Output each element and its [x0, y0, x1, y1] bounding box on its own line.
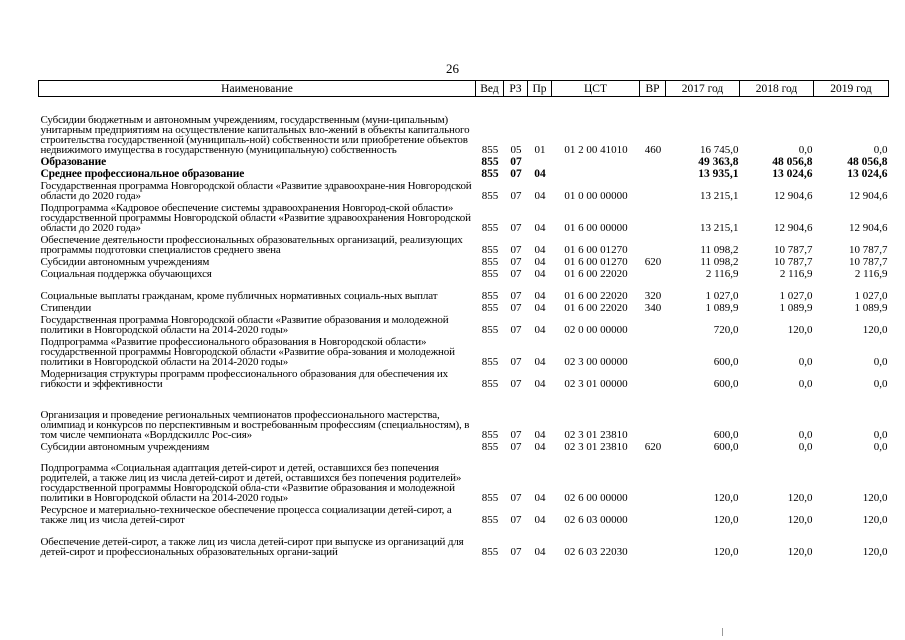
cell-2019: 48 056,8 [847, 156, 888, 168]
cell-2019: 2 116,9 [854, 268, 888, 280]
cell-2019: 0,0 [873, 429, 888, 441]
cell-2017: 13 215,1 [700, 222, 739, 234]
cell-ved: 855 [481, 378, 499, 390]
cell-cst: 02 3 00 00000 [564, 356, 628, 368]
table-row [39, 389, 889, 440]
cell-pr: 04 [534, 290, 546, 302]
cell-pr: 04 [534, 514, 546, 526]
cell-2019: 1 027,0 [854, 290, 888, 302]
cell-2017: 1 089,9 [705, 302, 739, 314]
cell-vr [640, 503, 666, 525]
cell-ved: 855 [481, 156, 499, 168]
cell-cst: 02 3 01 23810 [564, 441, 628, 453]
cell-2017: 2 116,9 [705, 268, 739, 280]
cell-2017: 49 363,8 [698, 156, 739, 168]
cell-ved: 855 [481, 302, 499, 314]
cell-rz: 07 [510, 441, 522, 453]
cell-2019: 0,0 [873, 378, 888, 390]
cell-2018: 1 027,0 [779, 290, 813, 302]
cell-2017: 13 935,1 [698, 168, 739, 180]
header-name: Наименование [39, 81, 476, 97]
cell-2019: 120,0 [862, 514, 888, 526]
cell-name: Государственная программа Новгородской области «Развитие образования и молодежной политики в Новгородской области на 2014-2020 годы» [40, 314, 449, 336]
cell-name: Стипендии [40, 302, 92, 314]
cell-2017: 120,0 [713, 546, 739, 558]
cell-pr: 04 [534, 441, 546, 453]
cell-cst [552, 155, 640, 167]
cell-2018: 0,0 [798, 441, 813, 453]
cell-pr [528, 155, 552, 167]
cell-name: Обеспечение детей-сирот, а также лиц из числа детей-сирот при выпуске из организаций для детей-сирот и профессиональных образовательных органи-заций [40, 536, 464, 558]
cell-ved: 855 [481, 429, 499, 441]
cell-rz: 07 [510, 256, 522, 268]
cell-2018: 13 024,6 [772, 168, 813, 180]
cell-2018: 0,0 [798, 144, 813, 156]
table-row [39, 201, 889, 233]
cell-vr [640, 155, 666, 167]
table-row [39, 167, 889, 179]
cell-ved: 855 [481, 324, 499, 336]
cell-2017: 600,0 [713, 429, 739, 441]
cell-name: Образование [40, 156, 107, 168]
table-row [39, 452, 889, 503]
cell-2017: 720,0 [713, 324, 739, 336]
cell-vr: 620 [644, 256, 662, 268]
header-2019: 2019 год [814, 81, 889, 97]
cell-vr [640, 389, 666, 440]
cell-2017: 600,0 [713, 378, 739, 390]
cell-2019: 0,0 [873, 441, 888, 453]
cell-pr: 04 [534, 168, 546, 180]
cell-name: Подпрограмма «Кадровое обеспечение системы здравоохранения Новгород-ской области» государственной программы Новгородской области «Развитие здравоохранения Новгородской области до 2020 года» [40, 202, 471, 234]
cell-2018: 120,0 [787, 324, 813, 336]
cell-ved: 855 [481, 546, 499, 558]
cell-rz: 07 [510, 190, 522, 202]
cell-2018: 12 904,6 [774, 222, 813, 234]
margin-mark [722, 628, 723, 636]
cell-pr: 04 [534, 492, 546, 504]
table-row [39, 279, 889, 301]
cell-cst: 02 3 01 23810 [564, 429, 628, 441]
table-row [39, 255, 889, 267]
cell-pr: 04 [534, 546, 546, 558]
table-row [39, 335, 889, 367]
cell-rz: 07 [510, 514, 522, 526]
cell-cst: 02 6 03 00000 [564, 514, 628, 526]
cell-vr [640, 452, 666, 503]
cell-rz: 07 [510, 356, 522, 368]
cell-vr [640, 367, 666, 389]
cell-cst: 01 6 00 22020 [564, 268, 628, 280]
cell-ved: 855 [481, 441, 499, 453]
cell-name: Социальные выплаты гражданам, кроме публичных нормативных социаль-ных выплат [40, 290, 438, 302]
cell-cst: 02 0 00 00000 [564, 324, 628, 336]
cell-ved: 855 [481, 256, 499, 268]
cell-2019: 0,0 [873, 356, 888, 368]
cell-2018: 0,0 [798, 378, 813, 390]
cell-name: Среднее профессиональное образование [40, 168, 245, 180]
cell-rz: 07 [510, 222, 522, 234]
cell-2017: 11 098,2 [700, 244, 739, 256]
cell-cst: 01 6 00 22020 [564, 290, 628, 302]
cell-pr: 04 [534, 324, 546, 336]
cell-rz: 07 [510, 492, 522, 504]
table-row [39, 440, 889, 452]
cell-2018: 12 904,6 [774, 190, 813, 202]
cell-2018: 10 787,7 [774, 244, 813, 256]
table-row [39, 503, 889, 525]
cell-cst [552, 167, 640, 179]
cell-cst: 01 6 00 01270 [564, 244, 628, 256]
header-2018: 2018 год [740, 81, 814, 97]
cell-ved: 855 [481, 268, 499, 280]
cell-rz: 07 [510, 168, 522, 180]
cell-vr [640, 201, 666, 233]
cell-2018: 48 056,8 [772, 156, 813, 168]
cell-cst: 02 6 03 22030 [564, 546, 628, 558]
cell-2018: 0,0 [798, 356, 813, 368]
cell-vr: 320 [644, 290, 662, 302]
cell-cst: 01 6 00 22020 [564, 302, 628, 314]
cell-ved: 855 [481, 144, 499, 156]
table-row [39, 233, 889, 255]
cell-2019: 0,0 [873, 144, 888, 156]
cell-rz: 07 [510, 429, 522, 441]
cell-2019: 10 787,7 [849, 256, 888, 268]
cell-2018: 2 116,9 [779, 268, 813, 280]
cell-2017: 600,0 [713, 356, 739, 368]
cell-name: Субсидии автономным учреждениям [40, 256, 210, 268]
cell-rz: 07 [510, 268, 522, 280]
cell-2017: 120,0 [713, 514, 739, 526]
cell-2018: 120,0 [787, 514, 813, 526]
cell-ved: 855 [481, 244, 499, 256]
cell-2018: 1 089,9 [779, 302, 813, 314]
cell-rz: 07 [510, 302, 522, 314]
cell-2017: 11 098,2 [700, 256, 739, 268]
cell-2019: 12 904,6 [849, 190, 888, 202]
header-vr: ВР [640, 81, 666, 97]
header-pr: Пр [528, 81, 552, 97]
cell-cst: 01 6 00 00000 [564, 222, 628, 234]
cell-ved: 855 [481, 492, 499, 504]
table-row [39, 525, 889, 557]
cell-rz: 07 [510, 244, 522, 256]
cell-2017: 1 027,0 [705, 290, 739, 302]
cell-2019: 13 024,6 [847, 168, 888, 180]
cell-cst: 02 6 00 00000 [564, 492, 628, 504]
page-number: 26 [446, 61, 459, 76]
cell-name: Ресурсное и материально-техническое обеспечение процесса социализации детей-сирот, а также лиц из числа детей-сирот [40, 504, 452, 526]
cell-ved: 855 [481, 222, 499, 234]
cell-vr [640, 233, 666, 255]
cell-name: Организация и проведение региональных чемпионатов профессионального мастерства, олимпиад и конкурсов по перспективным и востребованным профессиям (специальностям), в том числе чемпионата «Ворлдскиллс Рос-сия» [40, 409, 470, 441]
cell-pr: 04 [534, 222, 546, 234]
cell-pr: 04 [534, 256, 546, 268]
header-rz: РЗ [504, 81, 528, 97]
cell-2018: 120,0 [787, 492, 813, 504]
cell-vr [640, 525, 666, 557]
table-row [39, 313, 889, 335]
cell-vr: 620 [644, 441, 662, 453]
cell-vr [640, 267, 666, 279]
cell-name: Модернизация структуры программ профессионального образования для обеспечения их гибкости и эффективности [40, 368, 448, 390]
cell-pr: 04 [534, 190, 546, 202]
cell-name: Подпрограмма «Развитие профессионального образования в Новгородской области» государственной программы Новгородской области «Развитие обра-зования и молодежной политики в Новгородской области на 2014-2020 годы» [40, 336, 455, 368]
cell-pr: 04 [534, 244, 546, 256]
cell-2018: 0,0 [798, 429, 813, 441]
cell-2017: 16 745,0 [700, 144, 739, 156]
cell-vr [640, 313, 666, 335]
cell-vr [640, 335, 666, 367]
cell-rz: 07 [510, 546, 522, 558]
cell-name: Государственная программа Новгородской области «Развитие здравоохране-ния Новгородской области до 2020 года» [40, 180, 472, 202]
cell-rz: 07 [510, 378, 522, 390]
header-ved: Вед [476, 81, 504, 97]
cell-2019: 120,0 [862, 492, 888, 504]
header-2017: 2017 год [666, 81, 740, 97]
cell-vr: 340 [644, 302, 662, 314]
cell-2017: 13 215,1 [700, 190, 739, 202]
cell-ved: 855 [481, 190, 499, 202]
cell-pr: 04 [534, 302, 546, 314]
table-header-row [39, 81, 889, 97]
table-body [39, 97, 889, 558]
cell-pr: 04 [534, 268, 546, 280]
cell-2017: 600,0 [713, 441, 739, 453]
cell-2019: 10 787,7 [849, 244, 888, 256]
budget-table [38, 80, 889, 557]
cell-ved: 855 [481, 290, 499, 302]
table-row [39, 155, 889, 167]
table-row [39, 179, 889, 201]
table-row [39, 367, 889, 389]
cell-vr [640, 179, 666, 201]
cell-cst: 01 2 00 41010 [564, 144, 628, 156]
cell-vr: 460 [644, 144, 662, 156]
cell-rz: 07 [510, 324, 522, 336]
cell-ved: 855 [481, 356, 499, 368]
header-cst: ЦСТ [552, 81, 640, 97]
cell-vr [640, 167, 666, 179]
cell-2018: 10 787,7 [774, 256, 813, 268]
cell-2018: 120,0 [787, 546, 813, 558]
table-row [39, 97, 889, 156]
cell-2019: 120,0 [862, 324, 888, 336]
cell-pr: 04 [534, 378, 546, 390]
cell-name: Обеспечение деятельности профессиональных образовательных организаций, реализующих программы подготовки специалистов среднего звена [40, 234, 463, 256]
cell-2019: 12 904,6 [849, 222, 888, 234]
cell-2019: 120,0 [862, 546, 888, 558]
cell-cst: 01 6 00 01270 [564, 256, 628, 268]
cell-pr: 01 [534, 144, 546, 156]
cell-rz: 07 [510, 290, 522, 302]
cell-ved: 855 [481, 168, 499, 180]
cell-cst: 02 3 01 00000 [564, 378, 628, 390]
cell-pr: 04 [534, 429, 546, 441]
cell-rz: 05 [510, 144, 522, 156]
table-row [39, 267, 889, 279]
cell-cst: 01 0 00 00000 [564, 190, 628, 202]
cell-rz: 07 [510, 156, 522, 168]
cell-name: Субсидии автономным учреждениям [40, 441, 210, 453]
cell-name: Социальная поддержка обучающихся [40, 268, 212, 280]
cell-pr: 04 [534, 356, 546, 368]
cell-ved: 855 [481, 514, 499, 526]
cell-2017: 120,0 [713, 492, 739, 504]
table-row [39, 301, 889, 313]
cell-name: Субсидии бюджетным и автономным учреждениям, государственным (муни-ципальным) унитарным предприятиям на осуществление капитальных вло-жений в объекты капитального строительства государственной (муниципаль-ной) собственности или приобретение объектов недвижимого имущества в государственную (муниципальную) собственность [40, 114, 470, 156]
cell-name: Подпрограмма «Социальная адаптация детей-сирот и детей, оставшихся без попечения родителей, а также лиц из числа детей-сирот и детей, оставшихся без попечения родителей» государственной программы Новгородской обла-сти «Развитие образования и молодежной политики в Новгородской области на 2014-2020 годы» [40, 462, 462, 504]
cell-2019: 1 089,9 [854, 302, 888, 314]
